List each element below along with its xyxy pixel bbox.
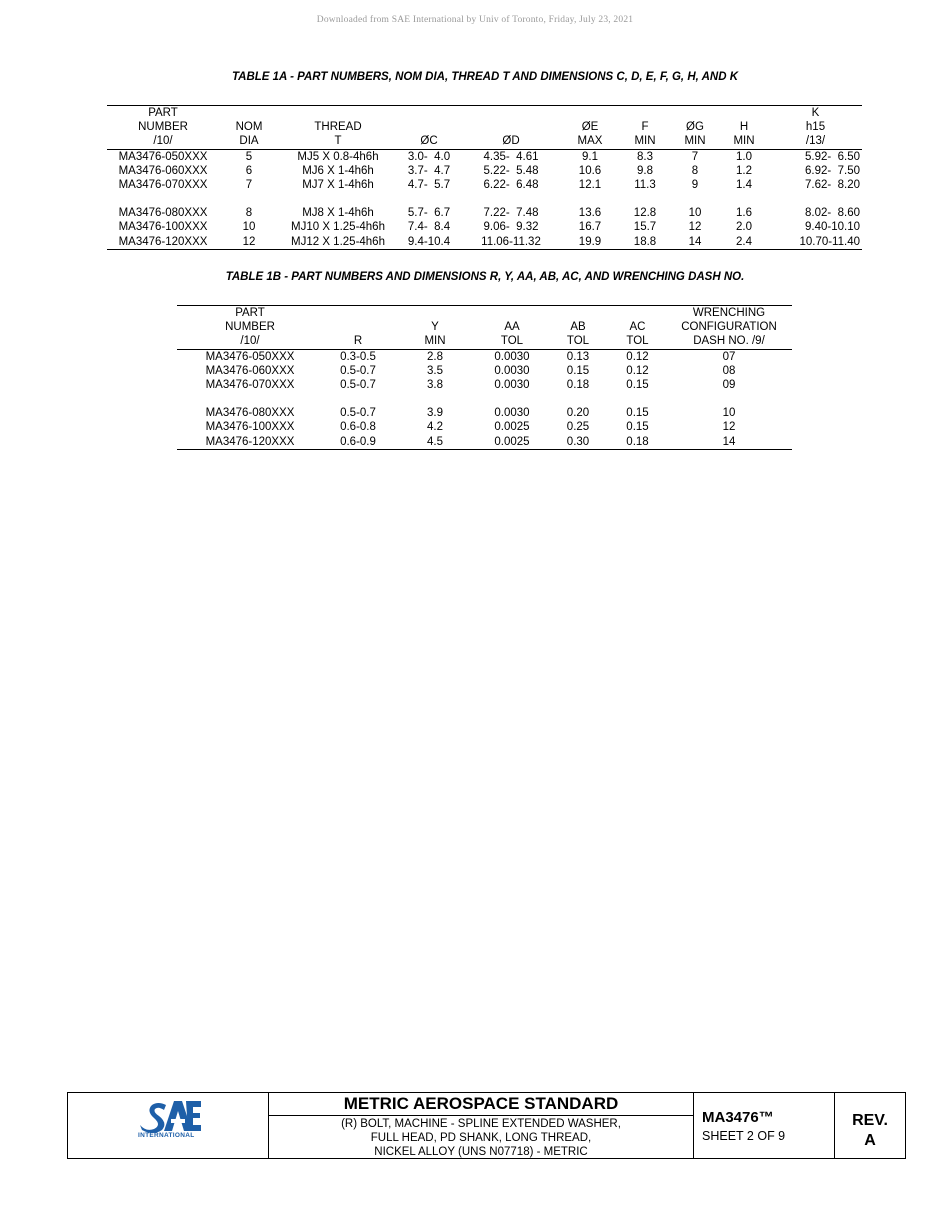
column-header: DASH NO. /9/ xyxy=(666,334,792,349)
header-row xyxy=(107,134,862,149)
table-cell: 5.92- 6.50 xyxy=(805,150,860,163)
column-header: h15 xyxy=(805,121,826,134)
table-cell: 8 xyxy=(691,164,699,177)
table-row xyxy=(107,164,862,178)
table-cell: 0.5-0.7 xyxy=(340,407,376,420)
column-header xyxy=(219,106,279,121)
table-cell: 9.4-10.4 xyxy=(397,235,461,250)
table-cell: 1.0 xyxy=(736,150,752,163)
table-cell: MA3476-070XXX xyxy=(118,179,208,192)
table-cell: 3.9 xyxy=(427,407,443,420)
column-header xyxy=(671,106,719,121)
table-cell: 9 xyxy=(691,179,699,192)
table-1a xyxy=(107,105,862,250)
column-header xyxy=(461,120,561,134)
table-cell: MA3476-080XXX xyxy=(118,207,208,220)
table-cell: 12.1 xyxy=(578,179,602,192)
table-cell: 0.0030 xyxy=(494,379,530,392)
table-row xyxy=(107,235,862,250)
column-header: /10/ xyxy=(107,134,219,149)
column-header xyxy=(323,320,393,334)
column-header xyxy=(397,120,461,134)
sae-logo xyxy=(138,1099,202,1138)
column-header: ØD xyxy=(461,134,561,149)
table-cell: 7 xyxy=(691,150,699,163)
table-cell: 09 xyxy=(722,379,736,392)
column-header: ØE xyxy=(581,121,599,134)
column-header: WRENCHING xyxy=(666,306,792,321)
table-cell: 2.8 xyxy=(427,350,443,363)
table-row xyxy=(177,420,792,434)
column-header: AC xyxy=(629,321,646,334)
column-header: /10/ xyxy=(177,334,323,349)
table-cell: 9.1 xyxy=(582,150,598,163)
table-cell: 0.0030 xyxy=(494,364,530,377)
table-cell: 7.62- 8.20 xyxy=(805,179,860,192)
table-cell: 0.15 xyxy=(626,379,649,392)
description-line: FULL HEAD, PD SHANK, LONG THREAD, xyxy=(370,1132,592,1144)
table-cell: 9.8 xyxy=(637,164,653,177)
table-cell: 0.15 xyxy=(626,421,649,434)
table-1a-title: TABLE 1A - PART NUMBERS, NOM DIA, THREAD T AND DIMENSIONS C, D, E, F, G, H, AND K xyxy=(231,71,738,83)
column-header: T xyxy=(279,134,397,149)
column-header xyxy=(393,306,477,321)
table-cell: MJ12 X 1.25-4h6h xyxy=(279,235,397,250)
table-cell: 0.15 xyxy=(566,364,590,377)
column-header: MIN xyxy=(393,334,477,349)
table-cell: MA3476-100XXX xyxy=(205,421,295,434)
header-row xyxy=(177,320,792,334)
column-header: NUMBER xyxy=(138,121,188,134)
table-cell: 3.7- 4.7 xyxy=(407,164,451,177)
table-1b xyxy=(177,305,792,450)
table-cell: 6.22- 6.48 xyxy=(483,179,539,192)
table-cell: 4.35- 4.61 xyxy=(483,150,539,163)
table-cell: MA3476-050XXX xyxy=(118,150,208,163)
table-cell: 07 xyxy=(722,350,736,363)
table-cell: 19.9 xyxy=(561,235,619,250)
table-cell: 12.8 xyxy=(633,207,657,220)
spacer-cell xyxy=(177,392,792,406)
table-cell: MA3476-120XXX xyxy=(177,435,323,450)
document-number: MA3476™ xyxy=(702,1109,774,1126)
column-header: NUMBER xyxy=(225,321,275,334)
table-cell: 0.18 xyxy=(609,435,666,450)
table-cell: 10 xyxy=(242,221,256,234)
table-cell: 08 xyxy=(722,364,736,377)
group-spacer xyxy=(177,392,792,406)
column-header: TOL xyxy=(609,334,666,349)
column-header xyxy=(477,306,547,321)
table-cell: 15.7 xyxy=(633,221,657,234)
revision-label: REV. xyxy=(852,1112,888,1129)
table-cell: 0.6-0.9 xyxy=(323,435,393,450)
column-header: DIA xyxy=(219,134,279,149)
column-header: MIN xyxy=(619,134,671,149)
table-cell: 8.3 xyxy=(637,150,653,163)
table-cell: 8.02- 8.60 xyxy=(805,207,860,220)
download-note: Downloaded from SAE International by Univ of Toronto, Friday, July 23, 2021 xyxy=(316,15,634,25)
column-header xyxy=(397,106,461,121)
column-header: ØC xyxy=(397,134,461,149)
table-cell: 3.5 xyxy=(427,364,443,377)
table-cell: 11.3 xyxy=(634,179,656,192)
table-cell: 0.12 xyxy=(626,350,649,363)
table-cell: 0.12 xyxy=(626,364,649,377)
table-cell: 1.4 xyxy=(736,179,752,192)
table-cell: 4.5 xyxy=(393,435,477,450)
table-cell: MA3476-100XXX xyxy=(118,221,208,234)
table-cell: 18.8 xyxy=(619,235,671,250)
column-header xyxy=(619,106,671,121)
header-row xyxy=(107,120,862,134)
table-cell: 0.5-0.7 xyxy=(340,364,376,377)
column-header: TOL xyxy=(477,334,547,349)
table-cell: MA3476-080XXX xyxy=(205,407,295,420)
header-row xyxy=(177,334,792,349)
logo-subtext: INTERNATIONAL xyxy=(138,1132,195,1139)
table-cell: 5.22- 5.48 xyxy=(483,164,539,177)
title-block xyxy=(67,1092,906,1159)
revision-value: A xyxy=(864,1132,876,1149)
column-header xyxy=(561,106,619,121)
table-row xyxy=(177,349,792,364)
revision-cell xyxy=(835,1093,905,1158)
column-header: H xyxy=(739,121,749,134)
table-cell: 10.6 xyxy=(578,164,602,177)
header-row xyxy=(177,306,792,321)
column-header: R xyxy=(323,334,393,349)
standard-cell xyxy=(269,1093,694,1158)
table-cell: 1.6 xyxy=(736,207,752,220)
table-cell: 0.3-0.5 xyxy=(340,350,376,363)
column-header: PART xyxy=(177,306,323,321)
table-cell: 7 xyxy=(245,179,253,192)
column-header: CONFIGURATION xyxy=(681,321,777,334)
table-cell: 9.40-10.10 xyxy=(805,221,860,234)
table-cell: 9.06- 9.32 xyxy=(483,221,539,234)
table-1b-title: TABLE 1B - PART NUMBERS AND DIMENSIONS R, Y, AA, AB, AC, AND WRENCHING DASH NO. xyxy=(225,271,745,283)
table-cell: MA3476-060XXX xyxy=(205,364,295,377)
table-cell: MA3476-120XXX xyxy=(107,235,219,250)
spacer-cell xyxy=(107,192,862,206)
table-cell: 10.70-11.40 xyxy=(769,235,862,250)
column-header: TOL xyxy=(547,334,609,349)
table-cell: MA3476-050XXX xyxy=(205,350,295,363)
column-header: K xyxy=(769,106,862,121)
table-row xyxy=(107,206,862,220)
table-cell: 2.4 xyxy=(719,235,769,250)
document-number-cell xyxy=(694,1093,835,1158)
table-cell: 13.6 xyxy=(578,207,602,220)
table-cell: 0.18 xyxy=(566,379,590,392)
standard-title: METRIC AEROSPACE STANDARD xyxy=(269,1093,693,1116)
table-cell: 16.7 xyxy=(578,221,602,234)
table-row xyxy=(177,435,792,450)
description-line: (R) BOLT, MACHINE - SPLINE EXTENDED WASHER, xyxy=(341,1118,621,1130)
column-header: ØG xyxy=(686,121,704,134)
table-cell: 0.15 xyxy=(626,407,649,420)
table-cell: 0.5-0.7 xyxy=(340,379,376,392)
table-cell: 0.6-0.8 xyxy=(340,421,376,434)
table-cell: MJ5 X 0.8-4h6h xyxy=(297,150,379,163)
table-cell: 4.7- 5.7 xyxy=(407,179,451,192)
column-header xyxy=(461,106,561,121)
table-row xyxy=(107,149,862,164)
table-cell: 0.0025 xyxy=(477,435,547,450)
table-cell: 6.92- 7.50 xyxy=(805,164,860,177)
table-cell: 10 xyxy=(722,407,736,420)
column-header: AB xyxy=(570,321,586,334)
column-header: THREAD xyxy=(314,121,362,134)
table-row xyxy=(177,364,792,378)
table-cell: 3.0- 4.0 xyxy=(407,150,451,163)
table-cell: 7.4- 8.4 xyxy=(407,221,451,234)
table-cell: MJ7 X 1-4h6h xyxy=(302,179,374,192)
column-header xyxy=(719,106,769,121)
table-cell: 14 xyxy=(671,235,719,250)
table-row xyxy=(107,178,862,192)
logo-cell xyxy=(68,1093,269,1158)
standard-description xyxy=(269,1116,693,1159)
table-cell: 10 xyxy=(688,207,702,220)
table-row xyxy=(177,406,792,420)
table-cell: 4.2 xyxy=(427,421,443,434)
column-header: MIN xyxy=(671,134,719,149)
table-cell: 12 xyxy=(722,421,736,434)
table-cell: 12 xyxy=(219,235,279,250)
table-cell: 12 xyxy=(688,221,702,234)
column-header: /13/ xyxy=(769,134,862,149)
table-cell: MJ10 X 1.25-4h6h xyxy=(291,221,385,234)
table-cell: 0.0030 xyxy=(494,407,530,420)
table-cell: 0.13 xyxy=(566,350,590,363)
table-cell: MA3476-070XXX xyxy=(205,379,295,392)
column-header xyxy=(279,106,397,121)
table-cell: 5 xyxy=(245,150,253,163)
table-cell: 0.25 xyxy=(566,421,590,434)
table-cell: 5.7- 6.7 xyxy=(407,207,451,220)
table-cell: 0.30 xyxy=(547,435,609,450)
column-header: NOM xyxy=(235,121,263,134)
table-cell: 0.0025 xyxy=(494,421,530,434)
sheet-number: SHEET 2 OF 9 xyxy=(702,1129,786,1143)
column-header xyxy=(547,306,609,321)
column-header: MIN xyxy=(719,134,769,149)
table-cell: 0.0030 xyxy=(494,350,530,363)
table-cell: 14 xyxy=(666,435,792,450)
column-header: Y xyxy=(431,321,439,334)
table-row xyxy=(177,378,792,392)
table-cell: 0.20 xyxy=(566,407,590,420)
table-cell: 6 xyxy=(245,164,253,177)
table-cell: 11.06-11.32 xyxy=(461,235,561,250)
table-cell: MJ8 X 1-4h6h xyxy=(302,207,374,220)
table-cell: 7.22- 7.48 xyxy=(483,207,539,220)
sae-logo-icon xyxy=(138,1099,202,1133)
description-line: NICKEL ALLOY (UNS N07718) - METRIC xyxy=(374,1146,588,1158)
column-header xyxy=(323,306,393,321)
table-cell: 2.0 xyxy=(736,221,752,234)
table-cell: MJ6 X 1-4h6h xyxy=(302,164,374,177)
table-cell: MA3476-060XXX xyxy=(118,164,208,177)
table-cell: 1.2 xyxy=(736,164,752,177)
column-header: AA xyxy=(504,321,520,334)
group-spacer xyxy=(107,192,862,206)
table-cell: 3.8 xyxy=(427,379,443,392)
column-header: F xyxy=(641,121,649,134)
column-header: PART xyxy=(107,106,219,121)
column-header xyxy=(609,306,666,321)
table-cell: 8 xyxy=(245,207,253,220)
table-row xyxy=(107,220,862,234)
column-header: MAX xyxy=(561,134,619,149)
header-row xyxy=(107,106,862,121)
